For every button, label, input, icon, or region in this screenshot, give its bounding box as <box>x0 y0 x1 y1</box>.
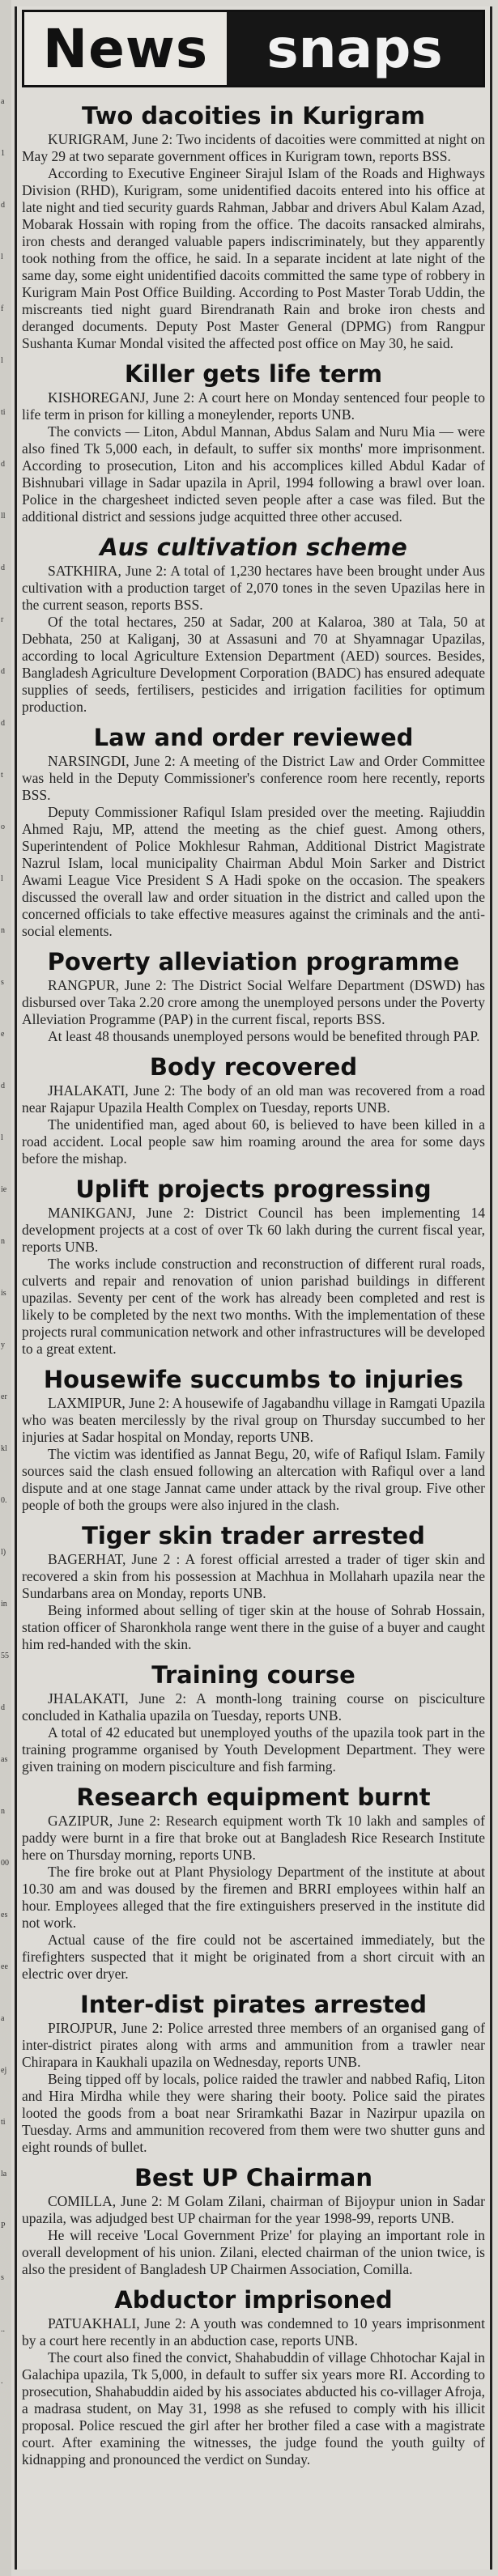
adjacent-text-fragment: s <box>1 2273 4 2282</box>
adjacent-text-fragment: d <box>1 1082 5 1090</box>
story-paragraph: He will receive 'Local Government Prize' for playing an important role in overall development of his union. Zilani, elected chairman of the union twice, is also the president of Bangladesh UP Chairmen Association, Comilla. <box>22 2227 485 2277</box>
adjacent-text-fragment: 00 <box>1 1859 9 1868</box>
adjacent-text-fragment: d <box>1 667 5 676</box>
adjacent-text-fragment: kl <box>1 1444 7 1453</box>
adjacent-text-fragment: es <box>1 1911 8 1919</box>
story-paragraph: The convicts — Liton, Abdul Mannan, Abdus Salam and Nuru Mia — were also fined Tk 5,000 each, in default, to suffer six months' more imprisonment. According to prosecution, Liton and his accomplices killed Abdul Kadar of Bishnubari village in Sadar upazila in April, 1994 following a brawl over loan. Police in the chargesheet indicted seven people after a case was filed. But the additional district and sessions judge acquitted three other accused. <box>22 423 485 525</box>
adjacent-text-fragment: ti <box>1 2118 6 2127</box>
adjacent-text-fragment: la <box>1 2170 7 2179</box>
adjacent-text-fragment: l <box>1 356 3 365</box>
story-headline: Research equipment burnt <box>76 1783 431 1811</box>
news-story <box>22 1053 485 1167</box>
adjacent-text-fragment: d <box>1 1703 5 1712</box>
story-paragraph: The works include construction and reconstruction of different rural roads, culverts and repair and renovation of union parishad buildings in different upazilas. Seventy per cent of the work has already been completed and rest is likely to be completed by the next two months. With the implementation of these projects rural communication network and other infrastructures will be developed to a great extent. <box>22 1256 485 1357</box>
adjacent-text-fragment: .. <box>1 2325 5 2334</box>
masthead-word-news: News <box>24 12 227 85</box>
story-paragraph: KISHOREGANJ, June 2: A court here on Monday sentenced four people to life term in prison for killing a moneylender, reports UNB. <box>22 389 485 423</box>
adjacent-text-fragment: ll <box>1 512 6 521</box>
adjacent-text-fragment: ej <box>1 2066 7 2075</box>
adjacent-text-fragment: t <box>1 771 3 780</box>
news-story <box>22 533 485 716</box>
news-story <box>22 1522 485 1653</box>
adjacent-text-fragment: d <box>1 460 5 469</box>
adjacent-text-fragment: n <box>1 926 5 935</box>
story-paragraph: At least 48 thousands unemployed persons would be benefited through PAP. <box>48 1028 480 1044</box>
adjacent-text-fragment: a <box>1 97 5 106</box>
adjacent-text-fragment: ie <box>1 1185 7 1194</box>
news-story <box>22 1366 485 1514</box>
adjacent-text-fragment: in <box>1 1600 7 1609</box>
news-story <box>22 360 485 525</box>
story-headline: Inter-dist pirates arrested <box>79 1991 428 2018</box>
news-story <box>22 724 485 940</box>
adjacent-text-fragment: e <box>1 1030 5 1039</box>
story-paragraph: SATKHIRA, June 2: A total of 1,230 hectares have been brought under Aus cultivation with a production target of 2,070 tones in the seven Upazilas here in the current season, reports BSS. <box>22 563 485 613</box>
adjacent-text-fragment: 55 <box>1 1651 9 1660</box>
adjacent-text-fragment: d <box>1 563 5 572</box>
story-paragraph: RANGPUR, June 2: The District Social Welfare Department (DSWD) has disbursed over Taka 2.20 crore among the unemployed persons under the Poverty Alleviation Programme (PAP) in the current fiscal, reports BSS. <box>22 977 485 1027</box>
adjacent-text-fragment: 0. <box>1 1496 7 1505</box>
story-paragraph: The court also fined the convict, Shahabuddin of village Chhotochar Kajal in Galachipa upazila, Tk 5,000, in default to suffer six years more RI. According to prosecution, Shahabuddin aided by his associates abducted his co-villager Afroja, a madrasa student, on May 31, 1998 as she refused to comply with his illicit proposal. Police rescued the girl after her brother filed a case with a magistrate court. After examining the witnesses, the judge found the youth guilty of kidnapping and pronounced the verdict on Sunday. <box>22 2349 485 2468</box>
story-headline: Law and order reviewed <box>93 724 414 751</box>
story-paragraph: Deputy Commissioner Rafiqul Islam presided over the meeting. Rajiuddin Ahmed Raju, MP, attend the meeting as the chief guest. Among others, Superintendent of Police Mokhlesur Rahman, Additional District Magistrate Nazrul Islam, local municipality Chairman Abdul Moin Sarker and District Awami League Vice President S A Hadi spoke on the occasion. The speakers discussed the overall law and order situation in the district and called upon the concerned officials to take effective measures against the criminals and the anti-social elements. <box>22 804 485 939</box>
story-paragraph: The unidentified man, aged about 60, is believed to have been killed in a road accident. Local people saw him roaming around the area for some days before the mishap. <box>22 1116 485 1167</box>
story-headline: Best UP Chairman <box>134 2164 373 2191</box>
story-paragraph: KURIGRAM, June 2: Two incidents of dacoities were committed at night on May 29 at two separate government offices in Kurigram town, reports BSS. <box>22 131 485 164</box>
story-paragraph: According to Executive Engineer Sirajul Islam of the Roads and Highways Division (RHD), Kurigram, some unidentified dacoits entered into his office at late night and tied security guards Rahman, Jabbar and drivers Abul Kalam Azad, Mobarak Hossain with roping from the office. The dacoits ransacked almirahs, iron chests and deranged valuable papers indiscriminately, but they apparently took nothing from the office, he said. In a separate incident at late night of the same day, some eight unidentified dacoits committed the same type of robbery in Kurigram Main Post Office Building. According to Post Master Torab Uddin, the miscreants tied night guard Birendranath Rain and broke iron chests and deranged documents. Deputy Post Master General (DPMG) from Rangpur Sushanta Kumar Mondal visited the affected post office on May 30, he said. <box>22 165 485 351</box>
adjacent-text-fragment: is <box>1 1289 6 1298</box>
story-paragraph: MANIKGANJ, June 2: District Council has been implementing 14 development projects at a cost of over Tk 60 lakh during the current fiscal year, reports UNB. <box>22 1205 485 1255</box>
story-paragraph: A total of 42 educated but unemployed youths of the upazila took part in the training programme organised by Youth Development Department. They were given training on modern pisciculture and fish farming. <box>22 1724 485 1775</box>
story-paragraph: Actual cause of the fire could not be ascertained immediately, but the firefighters suspected that it might be originated from a short circuit with an electric over dryer. <box>22 1932 485 1982</box>
adjacent-text-fragment: d <box>1 719 5 728</box>
story-paragraph: PIROJPUR, June 2: Police arrested three members of an organised gang of inter-district pirates along with arms and ammunition from a trawler near Chirapara in Kaukhali upazila on Wednesday, reports UNB. <box>22 2020 485 2070</box>
story-headline: Uplift projects progressing <box>75 1175 432 1203</box>
story-paragraph: NARSINGDI, June 2: A meeting of the District Law and Order Committee was held in the Deputy Commissioner's conference room here recently, reports BSS. <box>22 753 485 803</box>
adjacent-text-fragment: n <box>1 1237 5 1246</box>
adjacent-text-fragment: l <box>1 874 3 883</box>
adjacent-text-fragment: y <box>1 1341 5 1350</box>
masthead-word-snaps: snaps <box>227 12 483 85</box>
story-paragraph: Being tipped off by locals, police raided the trawler and nabbed Rafiq, Liton and Hira Mirdha while they were sharing their booty. Police said the pirates looted the goods from a boat near Sriramkathi Bazar in Nazirpur upazila on Tuesday. Arms and ammunition recovered from them were two shutter guns and eight rounds of bullet. <box>22 2071 485 2155</box>
story-paragraph: JHALAKATI, June 2: The body of an old man was recovered from a road near Rajapur Upazila Health Complex on Tuesday, reports UNB. <box>22 1082 485 1116</box>
adjacent-text-fragment: s <box>1 978 4 987</box>
story-paragraph: The victim was identified as Jannat Begu, 20, wife of Rafiqul Islam. Family sources said the clash ensued following an altercation with Rafiqul over a land dispute and at one stage Jannat came under attack by the rival group. Five other people of both the groups were also injured in the clash. <box>22 1446 485 1513</box>
story-headline: Training course <box>151 1661 355 1689</box>
story-headline: Killer gets life term <box>124 360 383 388</box>
news-snaps-column <box>15 6 492 2570</box>
story-headline: Housewife succumbs to injuries <box>43 1366 464 1393</box>
adjacent-text-fragment: . <box>1 2377 3 2386</box>
story-headline: Aus cultivation scheme <box>100 533 407 561</box>
news-story <box>22 1783 485 1983</box>
news-story <box>22 2164 485 2278</box>
news-story <box>22 1661 485 1775</box>
story-headline: Two dacoities in Kurigram <box>82 102 425 130</box>
story-paragraph: LAXMIPUR, June 2: A housewife of Jagabandhu village in Ramgati Upazila who was beaten mercilessly by the rival group on Thursday succumbed to her injuries at Sadar hospital on Monday, reports UNB. <box>22 1395 485 1445</box>
adjacent-text-fragment: a <box>1 2014 5 2023</box>
adjacent-column-fragments <box>0 0 11 2576</box>
adjacent-text-fragment: ti <box>1 408 6 417</box>
masthead <box>22 10 485 87</box>
story-paragraph: BAGERHAT, June 2 : A forest official arrested a trader of tiger skin and recovered a skin from his possession at Machhua in Mollaharh upazila near the Sundarbans area on Monday, reports UNB. <box>22 1551 485 1601</box>
story-paragraph: PATUAKHALI, June 2: A youth was condemned to 10 years imprisonment by a court here recently in an abduction case, reports UNB. <box>22 2315 485 2349</box>
adjacent-text-fragment: l <box>1 253 3 261</box>
adjacent-text-fragment: er <box>1 1392 7 1401</box>
story-paragraph: JHALAKATI, June 2: A month-long training course on pisciculture concluded in Kathalia upazila on Tuesday, reports UNB. <box>22 1690 485 1724</box>
news-story <box>22 102 485 352</box>
story-headline: Abductor imprisoned <box>114 2286 393 2314</box>
story-paragraph: Of the total hectares, 250 at Sadar, 200 at Kalaroa, 380 at Tala, 50 at Debhata, 250 at Kaliganj, 30 at Assasuni and 70 at Shyamnagar Upazilas, according to local Agriculture Extension Department (AED) sources. Besides, Bangladesh Agriculture Development Corporation (BADC) has ensured adequate supplies of seeds, fertilisers, pesticides and irrigation facilities for optimum production. <box>22 614 485 715</box>
news-story <box>22 1175 485 1358</box>
story-paragraph: GAZIPUR, June 2: Research equipment worth Tk 10 lakh and samples of paddy were burnt in a fire that broke out at Bangladesh Rice Research Institute here on Thursday morning, reports UNB. <box>22 1813 485 1863</box>
story-headline: Poverty alleviation programme <box>47 948 460 976</box>
adjacent-text-fragment: n <box>1 1807 5 1816</box>
adjacent-text-fragment: P <box>1 2221 6 2230</box>
story-paragraph: COMILLA, June 2: M Golam Zilani, chairman of Bijoypur union in Sadar upazila, was adjudged best UP chairman for the year 1998-99, reports UNB. <box>22 2193 485 2226</box>
news-story <box>22 948 485 1045</box>
adjacent-text-fragment: f <box>1 304 4 313</box>
story-headline: Tiger skin trader arrested <box>82 1522 425 1549</box>
adjacent-text-fragment: d <box>1 201 5 210</box>
story-headline: Body recovered <box>149 1053 358 1081</box>
adjacent-text-fragment: l <box>1 1133 3 1142</box>
adjacent-text-fragment: o <box>1 823 5 831</box>
adjacent-text-fragment: 1 <box>1 149 5 158</box>
news-story <box>22 2286 485 2468</box>
adjacent-text-fragment: as <box>1 1755 8 1764</box>
adjacent-text-fragment: ee <box>1 1962 8 1971</box>
story-paragraph: Being informed about selling of tiger skin at the house of Sohrab Hossain, station officer of Sharonkhola range went there in the guise of a buyer and caught him red-handed with the skin. <box>22 1602 485 1652</box>
story-paragraph: The fire broke out at Plant Physiology Department of the institute at about 10.30 am and was doused by the firemen and BRRI employees within half an hour. Employees alleged that the fire extinguishers preserved in the institute did not work. <box>22 1864 485 1931</box>
adjacent-text-fragment: l) <box>1 1548 6 1557</box>
news-story <box>22 1991 485 2156</box>
story-list <box>22 102 485 2468</box>
adjacent-text-fragment: r <box>1 615 4 624</box>
